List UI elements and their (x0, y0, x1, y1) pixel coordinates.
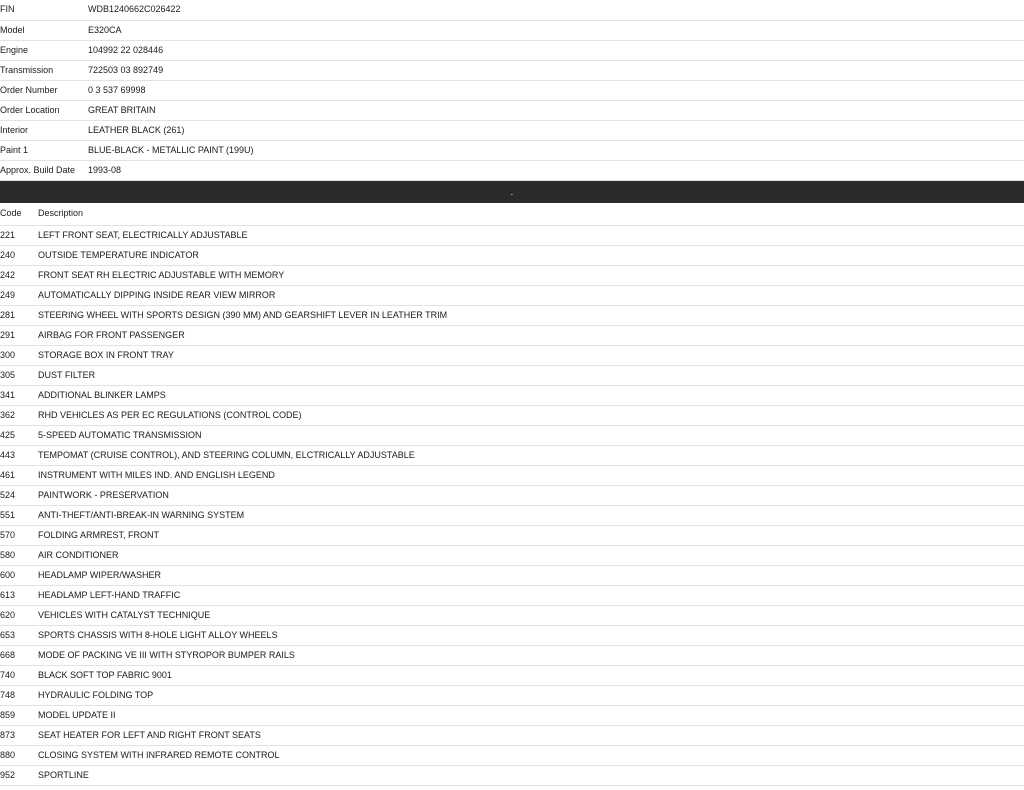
info-row-value: WDB1240662C026422 (88, 0, 1024, 20)
option-code-cell: 880 (0, 745, 38, 765)
table-row (0, 685, 1024, 705)
table-row (0, 545, 1024, 565)
table-row (0, 645, 1024, 665)
option-code-cell: 524 (0, 485, 38, 505)
table-row (0, 585, 1024, 605)
option-description-cell: FRONT SEAT RH ELECTRIC ADJUSTABLE WITH MEMORY (38, 265, 1024, 285)
option-description-cell: DUST FILTER (38, 365, 1024, 385)
info-row-value: 0 3 537 69998 (88, 80, 1024, 100)
option-code-cell: 305 (0, 365, 38, 385)
option-description-cell: SPORTS CHASSIS WITH 8-HOLE LIGHT ALLOY WHEELS (38, 625, 1024, 645)
option-description-cell: STEERING WHEEL WITH SPORTS DESIGN (390 MM) AND GEARSHIFT LEVER IN LEATHER TRIM (38, 305, 1024, 325)
info-row (0, 160, 1024, 180)
option-description-cell: BLACK SOFT TOP FABRIC 9001 (38, 665, 1024, 685)
option-code-cell: 291 (0, 325, 38, 345)
info-row-label: FIN (0, 0, 88, 20)
info-row-value: 104992 22 028446 (88, 40, 1024, 60)
table-row (0, 245, 1024, 265)
option-code-cell: 551 (0, 505, 38, 525)
info-row (0, 120, 1024, 140)
table-row (0, 345, 1024, 365)
table-row (0, 485, 1024, 505)
option-codes-header (0, 203, 1024, 226)
option-code-cell: 443 (0, 445, 38, 465)
option-code-cell: 600 (0, 565, 38, 585)
column-header-description: Description (38, 203, 1024, 226)
option-code-cell: 242 (0, 265, 38, 285)
info-row-label: Approx. Build Date (0, 160, 88, 180)
option-description-cell: AIRBAG FOR FRONT PASSENGER (38, 325, 1024, 345)
info-row-value: LEATHER BLACK (261) (88, 120, 1024, 140)
info-row (0, 40, 1024, 60)
option-description-cell: TEMPOMAT (CRUISE CONTROL), AND STEERING COLUMN, ELCTRICALLY ADJUSTABLE (38, 445, 1024, 465)
option-code-cell: 362 (0, 405, 38, 425)
option-code-cell: 249 (0, 285, 38, 305)
option-description-cell: HEADLAMP WIPER/WASHER (38, 565, 1024, 585)
option-description-cell: RHD VEHICLES AS PER EC REGULATIONS (CONTROL CODE) (38, 405, 1024, 425)
option-description-cell: OUTSIDE TEMPERATURE INDICATOR (38, 245, 1024, 265)
option-code-cell: 341 (0, 385, 38, 405)
vehicle-info-body (0, 0, 1024, 180)
table-header-row (0, 203, 1024, 226)
table-row (0, 625, 1024, 645)
table-row (0, 325, 1024, 345)
option-code-cell: 668 (0, 645, 38, 665)
option-code-cell: 240 (0, 245, 38, 265)
option-code-cell: 221 (0, 225, 38, 245)
column-header-code: Code (0, 203, 38, 226)
info-row-label: Model (0, 20, 88, 40)
option-description-cell: ADDITIONAL BLINKER LAMPS (38, 385, 1024, 405)
table-row (0, 405, 1024, 425)
option-codes-table (0, 203, 1024, 786)
option-description-cell: SEAT HEATER FOR LEFT AND RIGHT FRONT SEATS (38, 725, 1024, 745)
option-description-cell: 5-SPEED AUTOMATIC TRANSMISSION (38, 425, 1024, 445)
option-description-cell: STORAGE BOX IN FRONT TRAY (38, 345, 1024, 365)
table-row (0, 445, 1024, 465)
info-row-label: Paint 1 (0, 140, 88, 160)
table-row (0, 605, 1024, 625)
option-code-cell: 859 (0, 705, 38, 725)
option-code-cell: 748 (0, 685, 38, 705)
info-row (0, 140, 1024, 160)
table-row (0, 765, 1024, 785)
table-row (0, 565, 1024, 585)
table-row (0, 505, 1024, 525)
info-row-label: Transmission (0, 60, 88, 80)
option-description-cell: HYDRAULIC FOLDING TOP (38, 685, 1024, 705)
table-row (0, 385, 1024, 405)
table-row (0, 225, 1024, 245)
option-code-cell: 461 (0, 465, 38, 485)
option-description-cell: INSTRUMENT WITH MILES IND. AND ENGLISH LEGEND (38, 465, 1024, 485)
info-row-label: Order Location (0, 100, 88, 120)
info-row (0, 100, 1024, 120)
option-code-cell: 580 (0, 545, 38, 565)
table-row (0, 465, 1024, 485)
option-description-cell: PAINTWORK - PRESERVATION (38, 485, 1024, 505)
table-row (0, 745, 1024, 765)
table-row (0, 265, 1024, 285)
option-description-cell: ANTI-THEFT/ANTI-BREAK-IN WARNING SYSTEM (38, 505, 1024, 525)
option-description-cell: VEHICLES WITH CATALYST TECHNIQUE (38, 605, 1024, 625)
option-code-cell: 570 (0, 525, 38, 545)
option-code-cell: 740 (0, 665, 38, 685)
info-row (0, 0, 1024, 20)
option-code-cell: 300 (0, 345, 38, 365)
table-row (0, 365, 1024, 385)
option-code-cell: 653 (0, 625, 38, 645)
option-code-cell: 425 (0, 425, 38, 445)
option-description-cell: FOLDING ARMREST, FRONT (38, 525, 1024, 545)
option-description-cell: AIR CONDITIONER (38, 545, 1024, 565)
option-codes-body (0, 225, 1024, 785)
info-row (0, 60, 1024, 80)
info-row-label: Interior (0, 120, 88, 140)
info-row (0, 20, 1024, 40)
info-row-label: Order Number (0, 80, 88, 100)
option-description-cell: LEFT FRONT SEAT, ELECTRICALLY ADJUSTABLE (38, 225, 1024, 245)
info-row (0, 80, 1024, 100)
table-row (0, 665, 1024, 685)
section-divider-bar: . (0, 181, 1024, 203)
table-row (0, 305, 1024, 325)
table-row (0, 705, 1024, 725)
table-row (0, 725, 1024, 745)
table-row (0, 525, 1024, 545)
info-row-label: Engine (0, 40, 88, 60)
option-description-cell: CLOSING SYSTEM WITH INFRARED REMOTE CONTROL (38, 745, 1024, 765)
info-row-value: E320CA (88, 20, 1024, 40)
option-code-cell: 281 (0, 305, 38, 325)
option-description-cell: SPORTLINE (38, 765, 1024, 785)
info-row-value: 722503 03 892749 (88, 60, 1024, 80)
info-row-value: 1993-08 (88, 160, 1024, 180)
table-row (0, 425, 1024, 445)
option-description-cell: HEADLAMP LEFT-HAND TRAFFIC (38, 585, 1024, 605)
info-row-value: BLUE-BLACK - METALLIC PAINT (199U) (88, 140, 1024, 160)
option-code-cell: 620 (0, 605, 38, 625)
option-code-cell: 952 (0, 765, 38, 785)
option-description-cell: MODE OF PACKING VE III WITH STYROPOR BUMPER RAILS (38, 645, 1024, 665)
info-row-value: GREAT BRITAIN (88, 100, 1024, 120)
vehicle-info-table (0, 0, 1024, 181)
table-row (0, 285, 1024, 305)
option-description-cell: MODEL UPDATE II (38, 705, 1024, 725)
option-description-cell: AUTOMATICALLY DIPPING INSIDE REAR VIEW MIRROR (38, 285, 1024, 305)
option-code-cell: 873 (0, 725, 38, 745)
option-code-cell: 613 (0, 585, 38, 605)
